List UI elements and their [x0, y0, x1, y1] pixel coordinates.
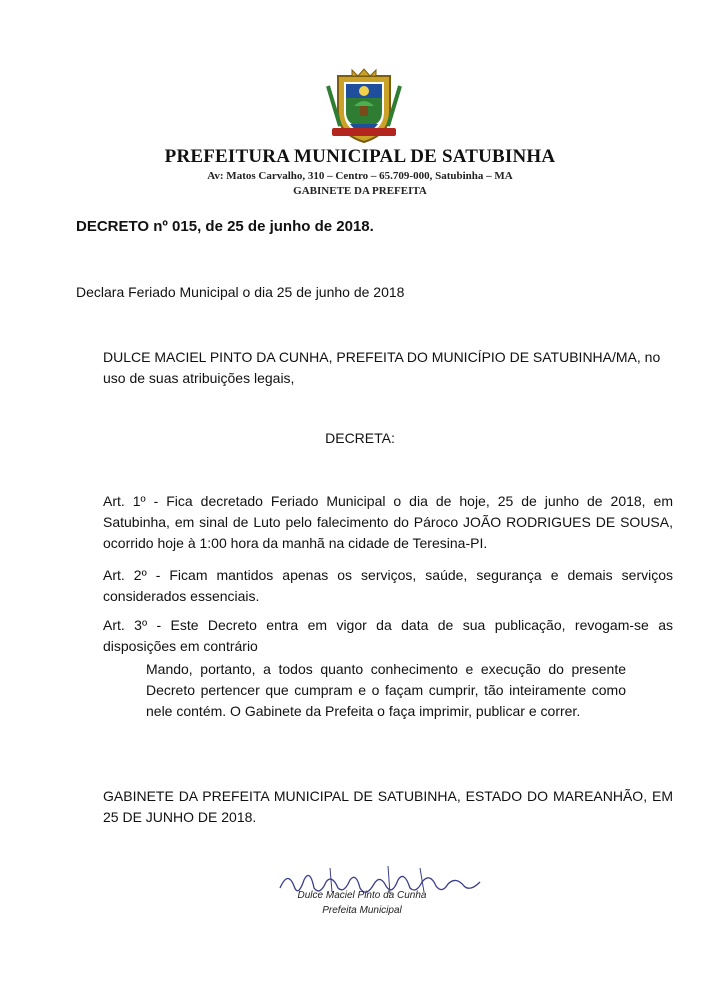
article-2: Art. 2º - Ficam mantidos apenas os serviços, saúde, segurança e demais serviços considerados essenciais.: [103, 567, 673, 604]
cabinet-label: GABINETE DA PREFEITA: [293, 185, 427, 197]
signatory-role: Prefeita Municipal: [322, 905, 402, 916]
decree-intro: DULCE MACIEL PINTO DA CUNHA, PREFEITA DO MUNICÍPIO DE SATUBINHA/MA, no uso de suas atribuições legais,: [103, 349, 661, 386]
municipality-address: Av: Matos Carvalho, 310 – Centro – 65.709-000, Satubinha – MA: [207, 170, 513, 182]
coat-of-arms-icon: [324, 66, 404, 146]
closing-statement: GABINETE DA PREFEITA MUNICIPAL DE SATUBINHA, ESTADO DO MAREANHÃO, EM 25 DE JUNHO DE 2018.: [103, 788, 673, 825]
signatory-name: Dulce Maciel Pinto da Cunha: [297, 890, 427, 901]
article-3: Art. 3º - Este Decreto entra em vigor da data de sua publicação, revogam-se as disposições em contrário: [103, 617, 673, 654]
municipality-title: PREFEITURA MUNICIPAL DE SATUBINHA: [164, 146, 556, 167]
mando-paragraph: Mando, portanto, a todos quanto conhecimento e execução do presente Decreto pertencer que cumpram e o façam cumprir, tão inteiramente como nele contém. O Gabinete da Prefeita o faça imprimir, publicar e correr.: [146, 661, 626, 719]
article-1: Art. 1º - Fica decretado Feriado Municipal o dia de hoje, 25 de junho de 2018, em Satubinha, em sinal de Luto pelo falecimento do Pároco JOÃO RODRIGUES DE SOUSA, ocorrido hoje à 1:00 hora da manhã na cidade de Teresina-PI.: [103, 493, 673, 551]
decreta-heading: DECRETA:: [325, 430, 395, 446]
decree-summary: Declara Feriado Municipal o dia 25 de junho de 2018: [76, 284, 405, 300]
decree-number: DECRETO nº 015, de 25 de junho de 2018.: [76, 218, 374, 235]
